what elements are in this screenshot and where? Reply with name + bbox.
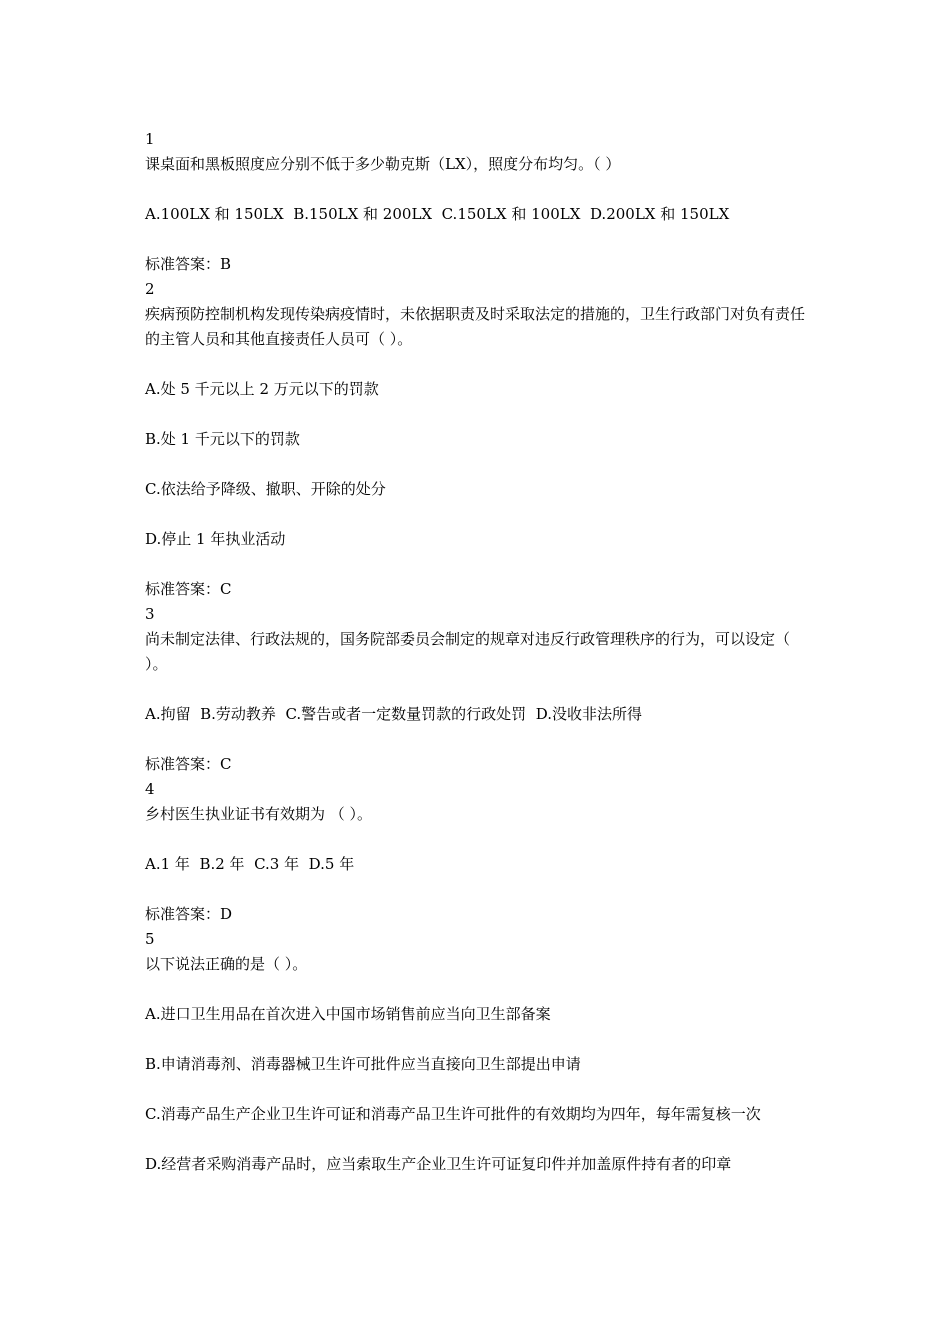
question-number: 5 — [145, 930, 155, 948]
question-options: A.100LX 和 150LX B.150LX 和 200LX C.150LX 和 100LX D.200LX 和 150LX — [145, 205, 730, 223]
question-stem: 疾病预防控制机构发现传染病疫情时，未依据职责及时采取法定的措施的，卫生行政部门对负有责任的主管人员和其他直接责任人员可（ ）。 — [145, 305, 806, 348]
question-number: 3 — [145, 605, 155, 623]
question-number: 4 — [145, 780, 155, 798]
question-stem: 尚未制定法律、行政法规的，国务院部委员会制定的规章对违反行政管理秩序的行为，可以设定（ ）。 — [145, 630, 791, 673]
question-1 — [145, 127, 817, 277]
standard-answer: 标准答案：B — [145, 255, 232, 273]
question-options: A.拘留 B.劳动教养 C.警告或者一定数量罚款的行政处罚 D.没收非法所得 — [145, 705, 642, 723]
question-stem: 乡村医生执业证书有效期为 （ ）。 — [145, 805, 373, 823]
option-c: C.依法给予降级、撤职、开除的处分 — [145, 480, 386, 498]
option-d: D.经营者采购消毒产品时，应当索取生产企业卫生许可证复印件并加盖原件持有者的印章 — [145, 1155, 732, 1173]
question-stem: 课桌面和黑板照度应分别不低于多少勒克斯（LX），照度分布均匀。（ ） — [145, 155, 621, 173]
question-5 — [145, 927, 817, 1177]
option-d: D.停止 1 年执业活动 — [145, 530, 286, 548]
question-3 — [145, 602, 817, 777]
standard-answer: 标准答案：D — [145, 905, 233, 923]
question-number: 2 — [145, 280, 155, 298]
document-page — [145, 127, 817, 1177]
question-2 — [145, 277, 817, 602]
question-stem: 以下说法正确的是（ ）。 — [145, 955, 308, 973]
option-c: C.消毒产品生产企业卫生许可证和消毒产品卫生许可批件的有效期均为四年，每年需复核一次 — [145, 1105, 761, 1123]
option-b: B.处 1 千元以下的罚款 — [145, 430, 300, 448]
option-a: A.处 5 千元以上 2 万元以下的罚款 — [145, 380, 379, 398]
option-a: A.进口卫生用品在首次进入中国市场销售前应当向卫生部备案 — [145, 1005, 551, 1023]
question-options: A.1 年 B.2 年 C.3 年 D.5 年 — [145, 855, 355, 873]
question-4 — [145, 777, 817, 927]
standard-answer: 标准答案：C — [145, 580, 232, 598]
question-number: 1 — [145, 130, 155, 148]
option-b: B.申请消毒剂、消毒器械卫生许可批件应当直接向卫生部提出申请 — [145, 1055, 581, 1073]
standard-answer: 标准答案：C — [145, 755, 232, 773]
